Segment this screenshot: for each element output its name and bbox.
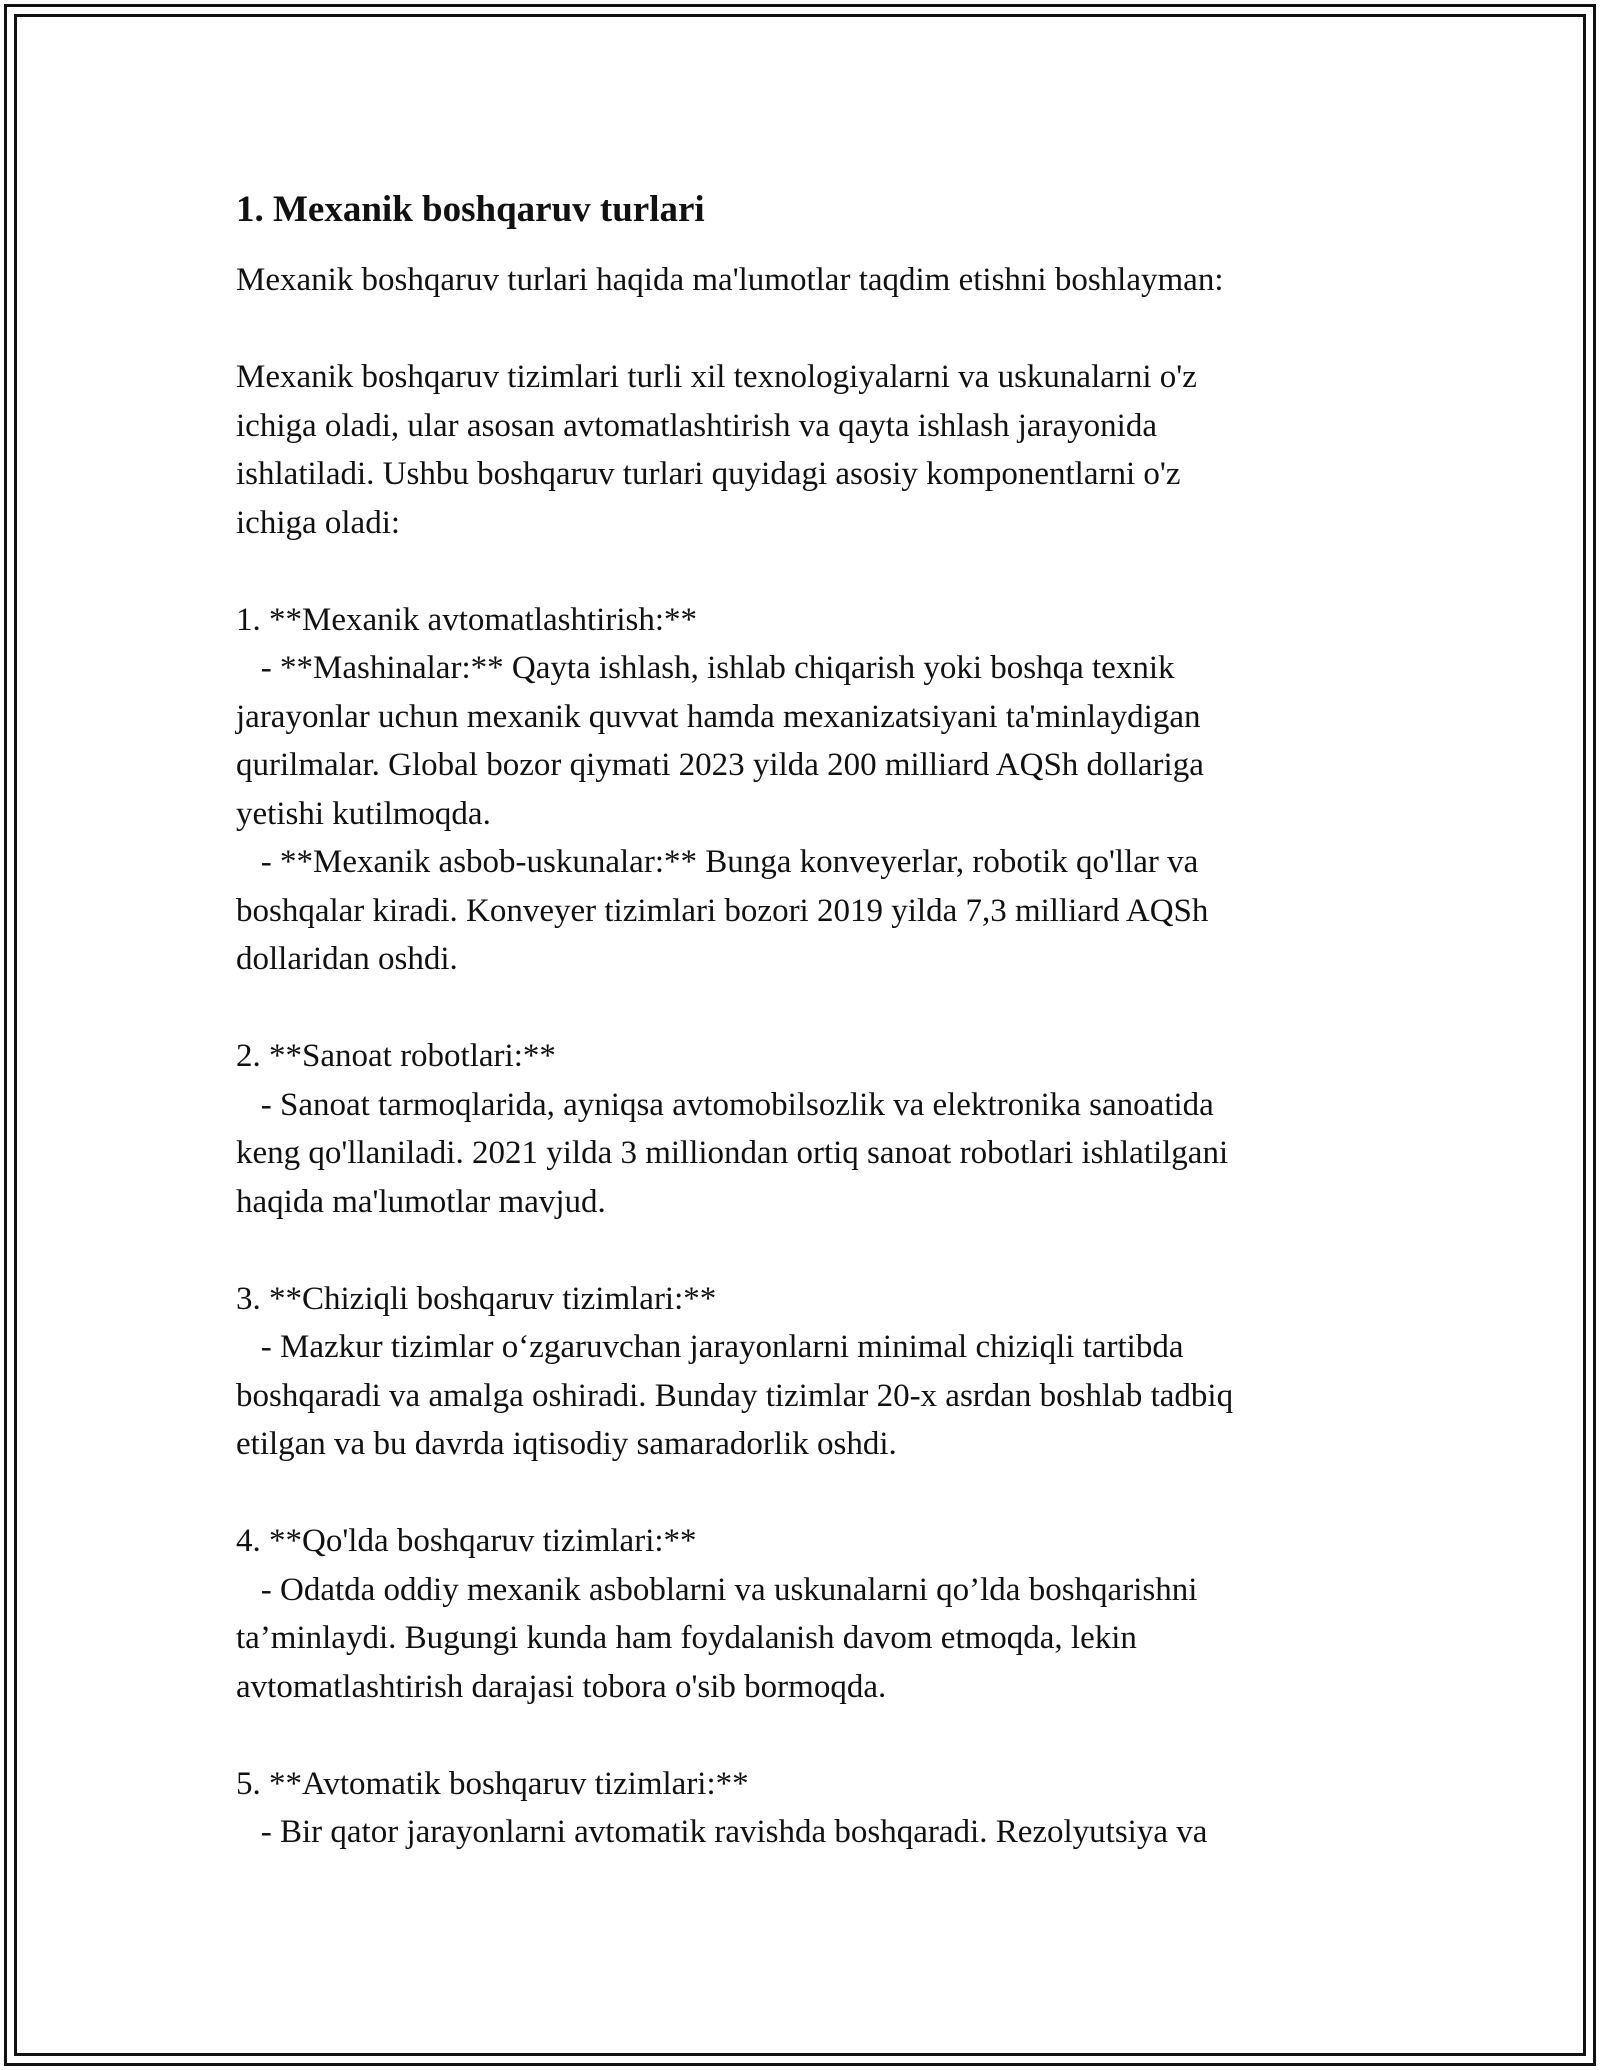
section-line: haqida ma'lumotlar mavjud. [236, 1183, 606, 1220]
section-line: qurilmalar. Global bozor qiymati 2023 yilda 200 milliard AQSh dollariga [236, 747, 1204, 783]
section-line: 5. **Avtomatik boshqaruv tizimlari:** [236, 1765, 749, 1802]
section-manual-control [236, 1517, 1376, 1711]
paragraph-gap [236, 1469, 1376, 1518]
overview-line: ichiga oladi, ular asosan avtomatlashtirish va qayta ishlash jarayonida [236, 407, 1157, 444]
overview-line: Mexanik boshqaruv tizimlari turli xil texnologiyalarni va uskunalarni o'z [236, 359, 1197, 395]
overview-line: ichiga oladi: [236, 504, 401, 541]
section-line: - **Mexanik asbob-uskunalar:** Bunga konveyerlar, robotik qo'llar va [236, 844, 1199, 880]
section-automatic-control [236, 1760, 1376, 1857]
section-line: etilgan va bu davrda iqtisodiy samaradorlik oshdi. [236, 1426, 897, 1462]
section-line: - Odatda oddiy mexanik asboblarni va uskunalarni qo’lda boshqarishni [236, 1571, 1198, 1608]
section-line: yetishi kutilmoqda. [236, 795, 491, 832]
section-line: jarayonlar uchun mexanik quvvat hamda mexanizatsiyani ta'minlaydigan [236, 698, 1201, 735]
paragraph-gap [236, 547, 1376, 596]
overview-line: ishlatiladi. Ushbu boshqaruv turlari quyidagi asosiy komponentlarni o'z [236, 456, 1181, 492]
paragraph-gap [236, 984, 1376, 1033]
document-body [236, 186, 1376, 1857]
section-line: dollaridan oshdi. [236, 941, 458, 977]
section-line: keng qo'llaniladi. 2021 yilda 3 milliondan ortiq sanoat robotlari ishlatilgani [236, 1135, 1229, 1171]
section-line: ta’minlaydi. Bugungi kunda ham foydalanish davom etmoqda, lekin [236, 1620, 1137, 1656]
section-line: - Sanoat tarmoqlarida, ayniqsa avtomobilsozlik va elektronika sanoatida [236, 1086, 1214, 1123]
section-linear-control [236, 1275, 1376, 1469]
section-line: boshqalar kiradi. Konveyer tizimlari bozori 2019 yilda 7,3 milliard AQSh [236, 892, 1209, 929]
paragraph-gap [236, 1711, 1376, 1760]
intro-line: Mexanik boshqaruv turlari haqida ma'lumotlar taqdim etishni boshlayman: [236, 262, 1224, 298]
paragraph-gap [236, 1226, 1376, 1275]
overview-paragraph [236, 353, 1376, 547]
section-line: 4. **Qo'lda boshqaruv tizimlari:** [236, 1523, 697, 1559]
section-line: - Bir qator jarayonlarni avtomatik ravishda boshqaradi. Rezolyutsiya va [236, 1814, 1208, 1850]
section-line: boshqaradi va amalga oshiradi. Bunday tizimlar 20-x asrdan boshlab tadbiq [236, 1377, 1234, 1414]
section-line: 2. **Sanoat robotlari:** [236, 1038, 556, 1074]
section-line: avtomatlashtirish darajasi tobora o'sib bormoqda. [236, 1668, 887, 1705]
section-line: 3. **Chiziqli boshqaruv tizimlari:** [236, 1280, 717, 1317]
section-industrial-robots [236, 1032, 1376, 1226]
section-line: 1. **Mexanik avtomatlashtirish:** [236, 601, 698, 638]
section-mechanical-automation [236, 596, 1376, 984]
section-line: - **Mashinalar:** Qayta ishlash, ishlab chiqarish yoki boshqa texnik [236, 650, 1175, 686]
document-title: 1. Mexanik boshqaruv turlari [236, 189, 705, 230]
section-line: - Mazkur tizimlar o‘zgaruvchan jarayonlarni minimal chiziqli tartibda [236, 1329, 1184, 1365]
paragraph-gap [236, 305, 1376, 354]
